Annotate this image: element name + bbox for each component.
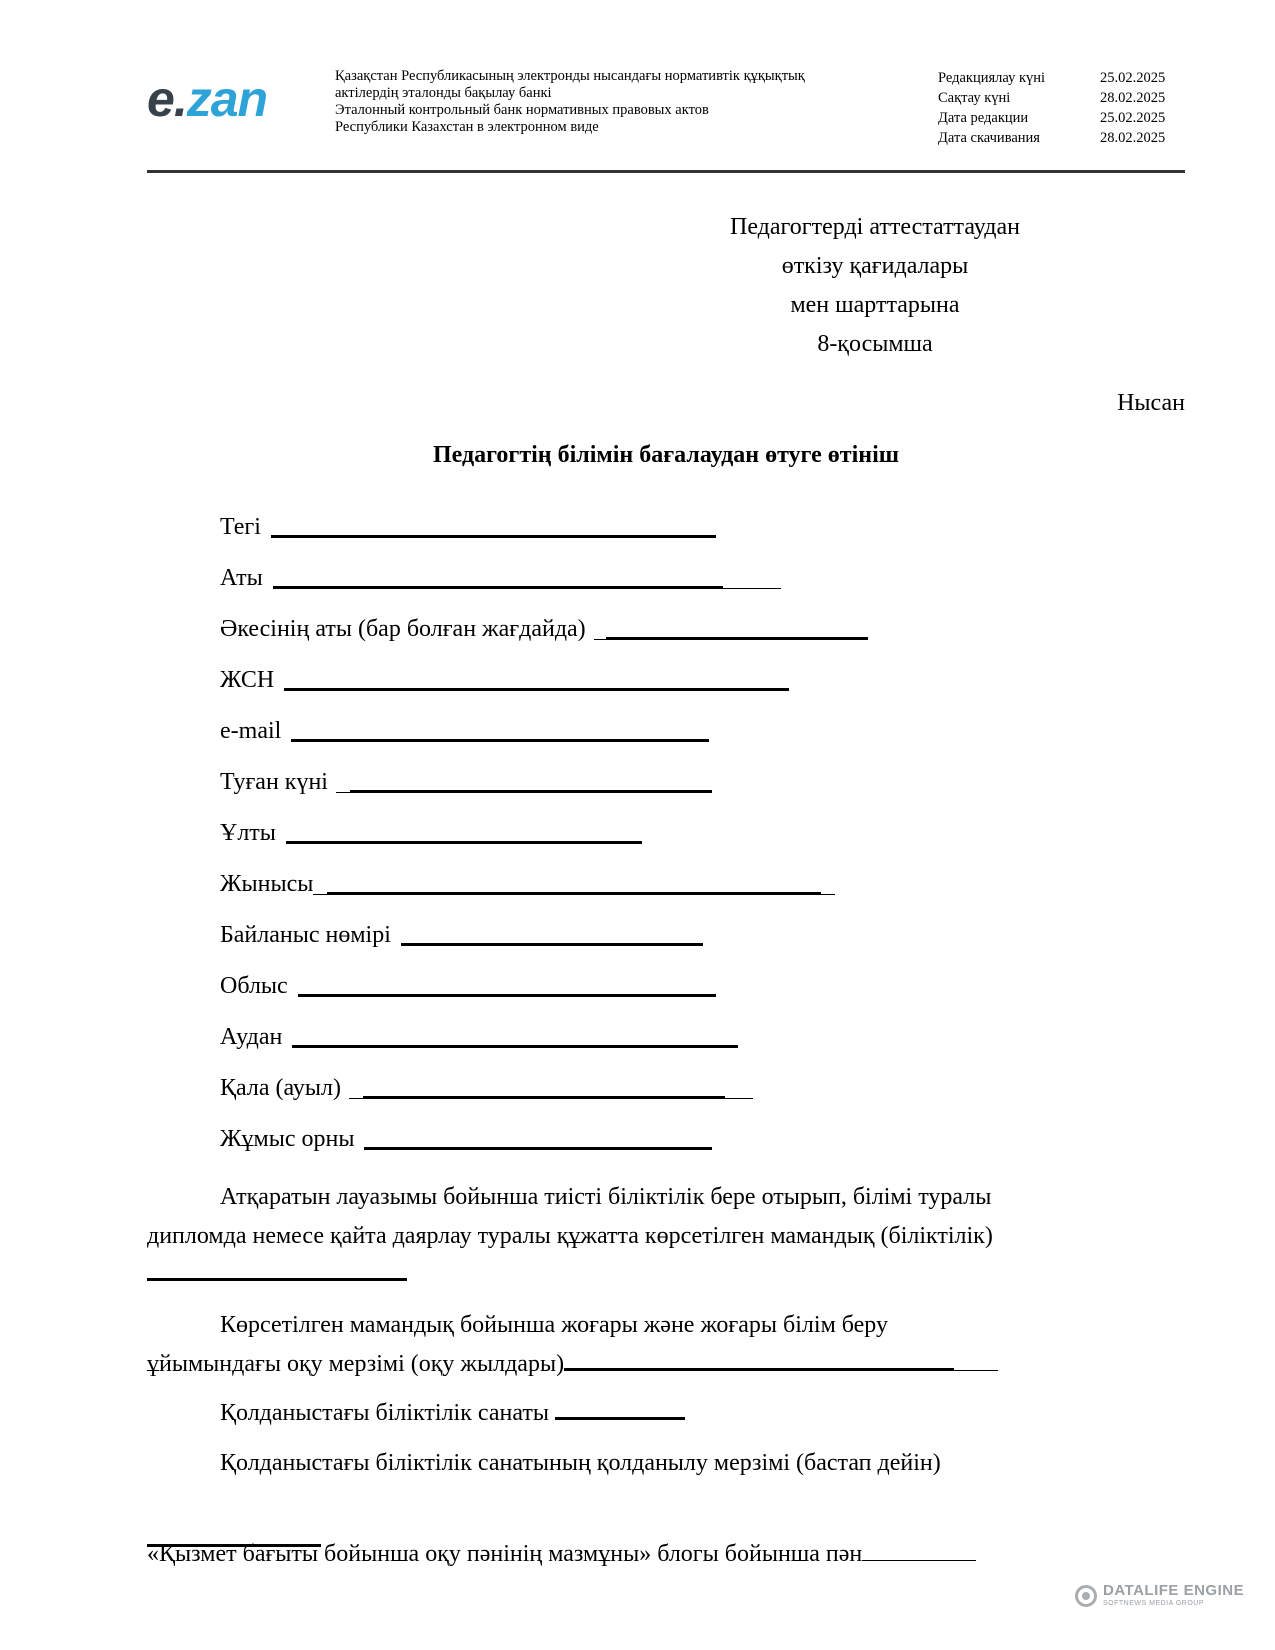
- meta-row: [938, 68, 1180, 88]
- datalife-logo-icon: [1075, 1585, 1097, 1607]
- field-label: Аты: [220, 565, 263, 591]
- study-period-blank[interactable]: [564, 1345, 954, 1371]
- datalife-watermark: [1075, 1583, 1244, 1608]
- field-label: Әкесінің аты (бар болған жағдайда): [220, 616, 586, 642]
- category-blank[interactable]: [555, 1394, 685, 1420]
- field-label: Аудан: [220, 1024, 283, 1050]
- subject-blank[interactable]: [862, 1535, 976, 1561]
- field-label: Тегі: [220, 514, 261, 540]
- paragraph-text: Атқаратын лауазымы бойынша тиісті біліктілік бере отырып, білімі туралы: [220, 1184, 992, 1210]
- header-line: актілердің эталонды бақылау банкі: [335, 85, 552, 101]
- paragraph-text: ұйымындағы оқу мерзімі (оқу жылдары): [147, 1351, 565, 1377]
- paragraph-text: Қолданыстағы біліктілік санатының қолданылу мерзімі (бастап дейін): [220, 1450, 941, 1476]
- paragraph-text: Көрсетілген мамандық бойынша жоғары және жоғары білім беру: [220, 1312, 888, 1338]
- iin-blank[interactable]: [284, 665, 789, 691]
- meta-row: [938, 88, 1180, 108]
- appendix-line: 8-қосымша: [817, 331, 933, 357]
- meta-value: 25.02.2025: [1100, 70, 1166, 86]
- header-description: [335, 68, 895, 136]
- patronymic-blank-lead: [594, 614, 606, 640]
- birthdate-blank[interactable]: [350, 767, 712, 793]
- workplace-blank[interactable]: [364, 1124, 712, 1150]
- field-workplace: [220, 1124, 868, 1175]
- city-blank[interactable]: [363, 1073, 725, 1099]
- specialty-blank[interactable]: [147, 1278, 407, 1281]
- field-district: [220, 1022, 868, 1073]
- patronymic-blank[interactable]: [606, 614, 868, 640]
- appendix-line: мен шарттарына: [790, 292, 960, 318]
- city-blank-lead: [349, 1073, 363, 1099]
- paragraph-specialty: [147, 1178, 1187, 1256]
- email-blank[interactable]: [291, 716, 709, 742]
- paragraph-text: дипломда немесе қайта даярлау туралы құжатта көрсетілген мамандық (біліктілік): [147, 1223, 993, 1249]
- meta-label: Редакциялау күні: [938, 70, 1046, 86]
- paragraph-category: [147, 1394, 1187, 1433]
- meta-value: 28.02.2025: [1100, 130, 1166, 146]
- field-birthdate: [220, 767, 868, 818]
- field-label: e-mail: [220, 718, 282, 744]
- meta-label: Сақтау күні: [938, 90, 1011, 106]
- field-name: [220, 563, 868, 614]
- field-label: Қала (ауыл): [220, 1075, 342, 1101]
- field-surname: [220, 512, 868, 563]
- meta-row: [938, 108, 1180, 128]
- paragraph-category-period: [147, 1444, 1187, 1483]
- watermark-subtitle: SOFTNEWS MEDIA GROUP: [1103, 1600, 1205, 1607]
- field-label: Байланыс нөмірі: [220, 922, 391, 948]
- field-label: ЖСН: [220, 667, 275, 693]
- watermark-title: DATALIFE ENGINE: [1103, 1582, 1245, 1599]
- phone-blank[interactable]: [401, 920, 703, 946]
- paragraph-subject: [147, 1535, 1187, 1574]
- paragraph-text: Қолданыстағы біліктілік санаты: [220, 1400, 549, 1426]
- header-line: Эталонный контрольный банк нормативных правовых актов: [335, 102, 709, 118]
- name-blank[interactable]: [273, 563, 723, 589]
- field-label: Облыс: [220, 973, 288, 999]
- field-city: [220, 1073, 868, 1124]
- gender-blank-tail: [821, 869, 835, 895]
- gender-blank-lead: [313, 869, 327, 895]
- nationality-blank[interactable]: [286, 818, 642, 844]
- meta-value: 28.02.2025: [1100, 90, 1166, 106]
- field-iin: [220, 665, 868, 716]
- paragraph-study-period: [147, 1306, 1187, 1384]
- birthdate-blank-lead: [336, 767, 350, 793]
- header-divider: [147, 170, 1185, 173]
- district-blank[interactable]: [292, 1022, 738, 1048]
- name-blank-tail: [723, 563, 781, 589]
- field-phone: [220, 920, 868, 971]
- document-title: Педагогтің білімін бағалаудан өтуге өтініш: [432, 442, 899, 468]
- meta-row: [938, 128, 1180, 148]
- field-gender: [220, 869, 868, 920]
- meta-label: Дата редакции: [938, 110, 1029, 126]
- field-label: Жынысы: [220, 871, 314, 897]
- header-line: Республики Казахстан в электронном виде: [335, 119, 599, 135]
- gender-blank[interactable]: [327, 869, 821, 895]
- ezan-logo: e.zan: [147, 71, 268, 127]
- field-nationality: [220, 818, 868, 869]
- meta-value: 25.02.2025: [1100, 110, 1166, 126]
- city-blank-tail: [725, 1073, 753, 1099]
- field-patronymic: [220, 614, 868, 665]
- region-blank[interactable]: [298, 971, 716, 997]
- study-period-blank-tail: [954, 1345, 998, 1371]
- appendix-line: Педагогтерді аттестаттаудан: [730, 214, 1020, 240]
- field-email: [220, 716, 868, 767]
- appendix-line: өткізу қағидалары: [781, 253, 969, 279]
- appendix-note: [660, 208, 1090, 364]
- header-line: Қазақстан Республикасының электронды нысандағы нормативтік құқықтық: [335, 68, 805, 84]
- paragraph-text: «Қызмет бағыты бойынша оқу пәнінің мазмұны» блогы бойынша пән: [147, 1541, 863, 1567]
- surname-blank[interactable]: [271, 512, 716, 538]
- field-label: Жұмыс орны: [220, 1126, 355, 1152]
- form-label: Нысан: [1117, 390, 1185, 416]
- form-fields: [220, 512, 868, 1175]
- field-label: Туған күні: [220, 769, 328, 795]
- field-label: Ұлты: [220, 820, 276, 846]
- meta-label: Дата скачивания: [938, 130, 1040, 146]
- header-meta: [938, 68, 1180, 148]
- field-region: [220, 971, 868, 1022]
